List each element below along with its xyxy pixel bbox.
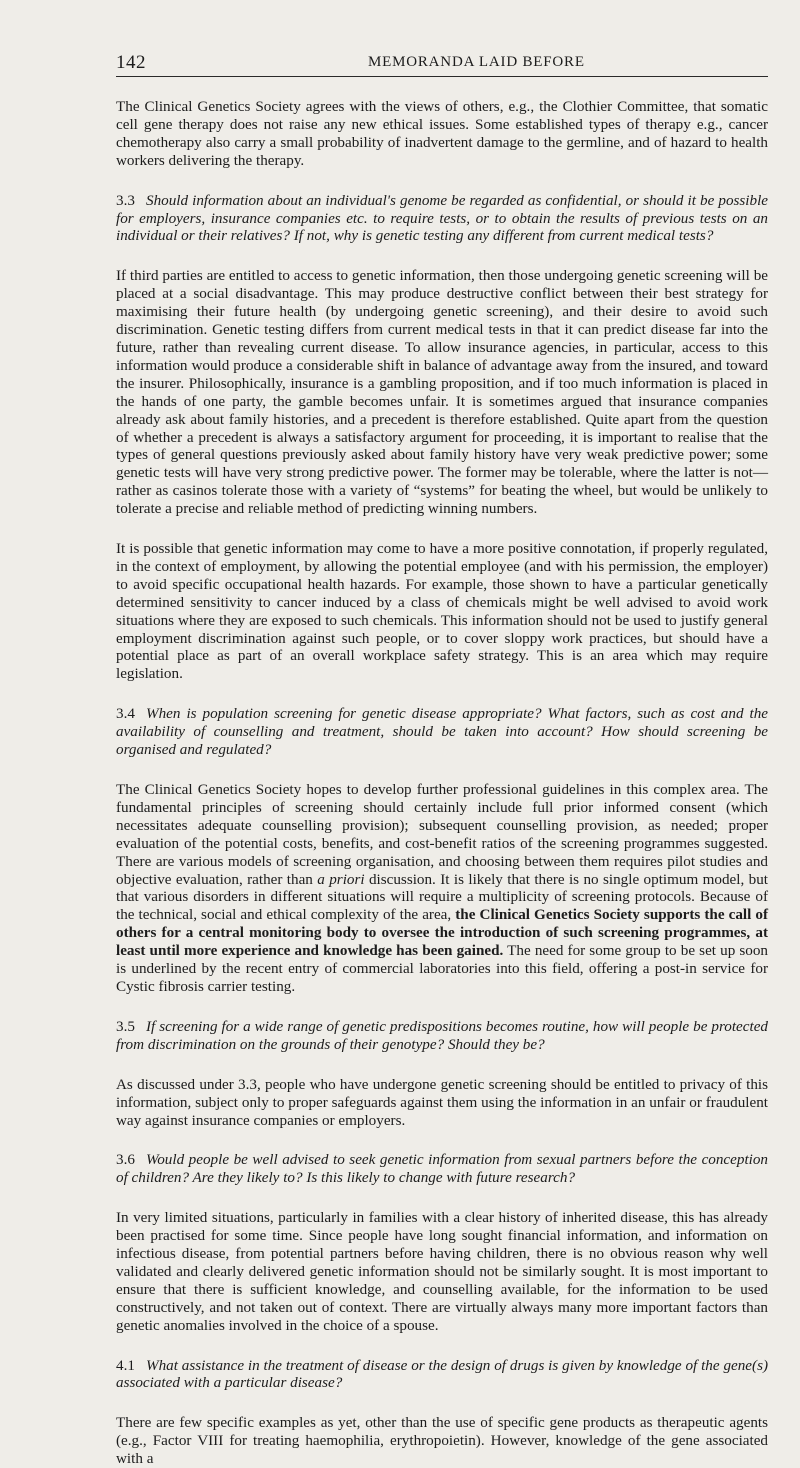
question-3-5 (116, 1018, 768, 1054)
paragraph-partners: In very limited situations, particularly in families with a clear history of inherited disease, this has already been practised for some time. Since people have long sought financial information, and information on infectious disease, from potential partners before having children, there is no obvious reason why well validated and clearly delivered genetic information should not be similarly sought. It is most important to ensure that there is sufficient knowledge, and counselling available, for the information to be used constructively, and not taken out of context. There are virtually always many more important factors than genetic anomalies involved in the choice of a spouse. (116, 1209, 768, 1334)
question-number: 3.4 (116, 705, 135, 723)
question-3-6 (116, 1151, 768, 1187)
text-run: The Clinical Genetics Society hopes to develop further professional guidelines in this complex area. The fundamental principles of screening should certainly include full prior informed consent (which necessitates adequate counselling provision); subsequent counselling provision, as needed; proper evaluation of the potential costs, benefits, and cost-benefit ratios of the screening programmes suggested. There are various models of screening organisation, and choosing between them requires pilot studies and objective evaluation, rather than (116, 781, 768, 888)
question-text: Should information about an individual's genome be regarded as confidential, or should it be possible for employers, insurance companies etc. to require tests, or to obtain the results of previous tests on an individual or their relatives? If not, why is genetic testing any different from current medical tests? (116, 191, 768, 245)
question-3-4 (116, 705, 768, 759)
paragraph-third-parties: If third parties are entitled to access to genetic information, then those undergoing genetic screening will be placed at a social disadvantage. This may produce destructive conflict between their best strategy for maximising their future health (by undergoing genetic screening), and their desire to avoid such discrimination. Genetic testing differs from current medical tests in that it can predict disease far into the future, rather than revealing current disease. To allow insurance agencies, in particular, access to this information would produce a considerable shift in balance of advantage away from the insured, and toward the insurer. Philosophically, insurance is a gambling proposition, and if too much information is placed in the hands of one party, the gamble becomes unfair. It is sometimes argued that insurance companies already ask about family histories, and a precedent is therefore established. Quite apart from the question of whether a precedent is always a satisfactory argument for proceeding, it is important to realise that the types of general questions previously asked about family history have very weak predictive power; some genetic tests will have very strong predictive power. The former may be tolerable, where the latter is not—rather as casinos tolerate those with a variety of “systems” for beating the wheel, but would be unlikely to tolerate a precise and reliable method of predicting winning numbers. (116, 267, 768, 518)
question-number: 3.3 (116, 191, 135, 209)
bold-run: the Clinical Genetics Society supports the call of others for a central monitoring body to oversee the introduction of such screening programmes, at least until more experience and knowledge has been gained. (116, 906, 769, 960)
page-header (116, 50, 768, 77)
text-run: discussion. It is likely that there is no single optimum model, but that various disorders in different situations will require a multiplicity of screening protocols. Because of the technical, social and ethical complexity of the area, (116, 870, 768, 924)
text-run: The need for some group to be set up soon is underlined by the recent entry of commercial laboratories into this field, offering a post-in service for Cystic fibrosis carrier testing. (116, 942, 768, 995)
paragraph-somatic-therapy: The Clinical Genetics Society agrees with the views of others, e.g., the Clothier Committee, that somatic cell gene therapy does not raise any new ethical issues. Some established types of therapy e.g., cancer chemotherapy also carry a small probability of inadvertent damage to the germline, and of hazard to health workers delivering the therapy. (116, 98, 768, 169)
page-number: 142 (116, 52, 146, 73)
question-text: Would people be well advised to seek genetic information from sexual partners before the conception of children? Are they likely to? Is this likely to change with future research? (116, 1151, 768, 1187)
question-4-1 (116, 1357, 768, 1393)
question-text: What assistance in the treatment of disease or the design of drugs is given by knowledge of the gene(s) associated with a particular disease? (116, 1356, 768, 1392)
paragraph-gene-products: There are few specific examples as yet, other than the use of specific gene products as therapeutic agents (e.g., Factor VIII for treating haemophilia, erythropoietin). However, knowledge of the gene associated with a (116, 1414, 768, 1468)
question-3-3 (116, 192, 768, 246)
question-text: If screening for a wide range of genetic predispositions becomes routine, how will people be protected from discrimination on the grounds of their genotype? Should they be? (116, 1017, 768, 1053)
question-text: When is population screening for genetic disease appropriate? What factors, such as cost and the availability of counselling and treatment, should be taken into account? How should screening be organised and regulated? (116, 705, 768, 759)
italic-run: a priori (317, 870, 365, 888)
body-text (116, 98, 768, 1468)
paragraph-employment: It is possible that genetic information may come to have a more positive connotation, if properly regulated, in the context of employment, by allowing the potential employee (and with his permission, the employer) to avoid specific occupational health hazards. For example, those shown to have a particular genetically determined sensitivity to cancer induced by a class of chemicals might be well advised to avoid work situations where they are exposed to such chemicals. This information should not be used to justify general employment discrimination against such people, or to cover sloppy work practices, but should have a potential place as part of an overall workplace safety strategy. This is an area which may require legislation. (116, 540, 768, 683)
paragraph-privacy: As discussed under 3.3, people who have undergone genetic screening should be entitled to privacy of this information, subject only to proper safeguards against them using the information in an unfair or fraudulent way against insurance companies or employers. (116, 1075, 768, 1129)
running-head: MEMORANDA LAID BEFORE (368, 54, 585, 70)
question-number: 4.1 (116, 1356, 135, 1374)
paragraph-screening-guidelines (116, 781, 768, 996)
question-number: 3.5 (116, 1017, 135, 1035)
question-number: 3.6 (116, 1151, 135, 1169)
